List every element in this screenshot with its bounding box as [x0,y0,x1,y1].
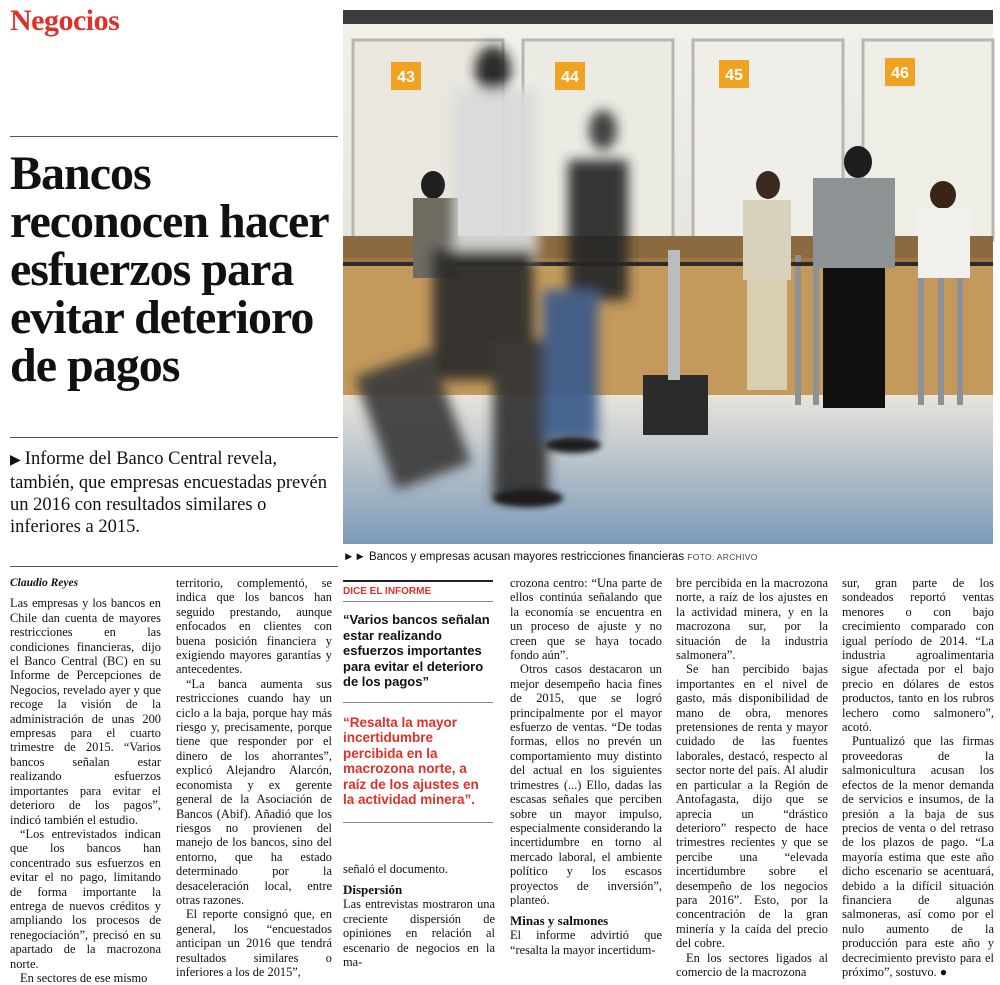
news-photo [343,10,993,544]
bajada [10,448,338,538]
bajada-text: Informe del Banco Central revela, también, que empresas encuestadas prevén un 2016 con resultados similares o inferiores a 2015. [10,449,327,537]
window-number: 43 [397,69,415,86]
paragraph: El reporte consignó que, en general, los “encuestados anticipan un 2016 que tendrá resultados similares o inferiores a los de 2015”, [176,907,332,979]
section-label: Negocios [10,4,120,37]
article-column-5 [676,576,828,979]
box-label: DICE EL INFORME [343,586,432,597]
subheading: Minas y salmones [510,913,609,929]
photo-credit: FOTO: ARCHIVO [687,552,758,562]
paragraph: Se han percibido bajas importantes en el nivel de gasto, más disponibilidad de mano de obra, menores pretensiones de renta y mayor cuidado de las fuentes laborales, destacó, respecto al sector norte del país. Al aludir en particular a la Región de Antofagasta, dijo que se aprecia un “drástico deterioro” respecto de hace trimestres recientes y que se percibe una “elevada incertidumbre sobre el desempeño de los negocios para 2016”. Esto, por la concentración de la gran minería y la caída del precio del cobre. [676,662,828,951]
caption-arrows-icon: ►► [343,551,366,563]
article-column-2 [176,576,332,979]
headline-top-rule [10,136,338,137]
paragraph: El informe advirtió que “resalta la mayor incertidum- [510,928,662,957]
triangle-bullet-icon: ▶ [10,453,21,468]
article-column-3 [343,862,495,969]
article-column-4 [510,576,662,957]
subheading: Dispersión [343,882,403,898]
paragraph: Otros casos destacaron un mejor desempeño hacia fines de 2015, que se logró principalmente por el mayor esfuerzo de ventas. “De todas formas, ellos no prevén un comportamiento muy distinto del actual en los siguientes trimestres (...) Ello, dadas las escasas señales que perciben sobre un mayor impulso, especialmente considerando la incertidumbre en torno al mercado laboral, el ambiente político y los escasos proyectos de inversión”, planteó. [510,662,662,907]
quote-box [343,580,493,823]
bajada-top-rule [10,437,338,438]
headline: Bancos reconocen hacer esfuerzos para evitar deterioro de pagos [10,147,328,392]
caption-text: Bancos y empresas acusan mayores restricciones financieras [368,551,685,563]
photo-caption [343,551,993,563]
article-column-1 [10,576,161,985]
paragraph: Las entrevistas mostraron una creciente dispersión de opiniones en relación al escenario de negocios en la ma- [343,897,495,970]
pull-quote-highlight: “Resalta la mayor incertidumbre percibida en la macrozona norte, a raíz de los ajustes en la actividad minera”. [343,702,493,822]
paragraph: crozona centro: “Una parte de ellos continúa señalando que la economía se encuentra en un proceso de ajuste y no creen que se haya tocado fondo aún”. [510,576,662,663]
paragraph: bre percibida en la macrozona norte, a raíz de los ajustes en la actividad minera, y en la macrozona sur, por la situación de la industria salmonera”. [676,576,828,663]
paragraph: Las empresas y los bancos en Chile dan cuenta de mayores restricciones en las condiciones financieras, dijo el Banco Central (BC) en su Informe de Percepciones de Negocios, revelado ayer y que recoge la visión de la administración de unas 200 empresas para el cuarto trimestre de 2015. “Varios bancos señalan estar realizando esfuerzos importantes para evitar el deterioro de los pagos”, indicó también el estudio. [10,596,161,827]
paragraph: sur, gran parte de los sondeados reportó ventas menores o con bajo crecimiento comparado con igual período de 2014. “La industria agroalimentaria sigue afectada por el bajo precio en dólares de estos productos, tanto en los rubros lechero como salmonero”, acotó. [842,576,994,735]
body-top-rule [10,566,338,567]
paragraph [842,734,994,979]
paragraph: En los sectores ligados al comercio de la macrozona [676,950,828,979]
paragraph: En sectores de ese mismo [20,970,148,985]
end-mark-icon: ● [939,964,948,979]
paragraph: “Los entrevistados indican que los bancos han concentrado sus esfuerzos en evitar el no pago, limitando de forma importante la entrega de nuevos créditos y ampliando los procesos de renegociación”, precisó en su apartado de la macrozona norte. [10,826,161,971]
box-bottom-rule [343,822,493,823]
paragraph: señaló el documento. [343,862,448,876]
window-number: 46 [891,65,909,82]
paragraph-text: Puntualizó que las firmas proveedoras de la salmonicultura acusan los efectos de la menor demanda de servicios e insumos, de la presión a la baja de sus precios de venta o del retraso de los plazos de pago. “La mayoría estima que este año dicho escenario se acentuará, debido a la difícil situación financiera de algunas salmoneras, así como por el nulo aumento de la producción para este año y decrecimiento previsto para el próximo”, sostuvo. [842,734,994,979]
window-number: 44 [561,69,579,86]
paragraph: territorio, complementó, se indica que los bancos han seguido prestando, aunque enfocados en clientes con buena posición financiera y exigiendo mayores garantías y antecedentes. [176,576,332,677]
article-column-6 [842,576,994,979]
window-number: 45 [725,67,743,84]
pull-quote: “Varios bancos señalan estar realizando esfuerzos importantes para evitar el deterioro de los pagos” [343,601,493,702]
author-byline: Claudio Reyes [10,577,79,589]
paragraph: “La banca aumenta sus restricciones cuando hay un ciclo a la baja, porque hay más riesgo y, precisamente, porque tiene que responder por el dinero de los ahorrantes”, explicó Alejandro Alarcón, economista y ex gerente general de la Asociación de Bancos (Abif). Añadió que los riesgos no provienen del manejo de los bancos, sino del entorno, que ha estado determinado por la desaceleración local, entre otras razones. [176,676,332,907]
